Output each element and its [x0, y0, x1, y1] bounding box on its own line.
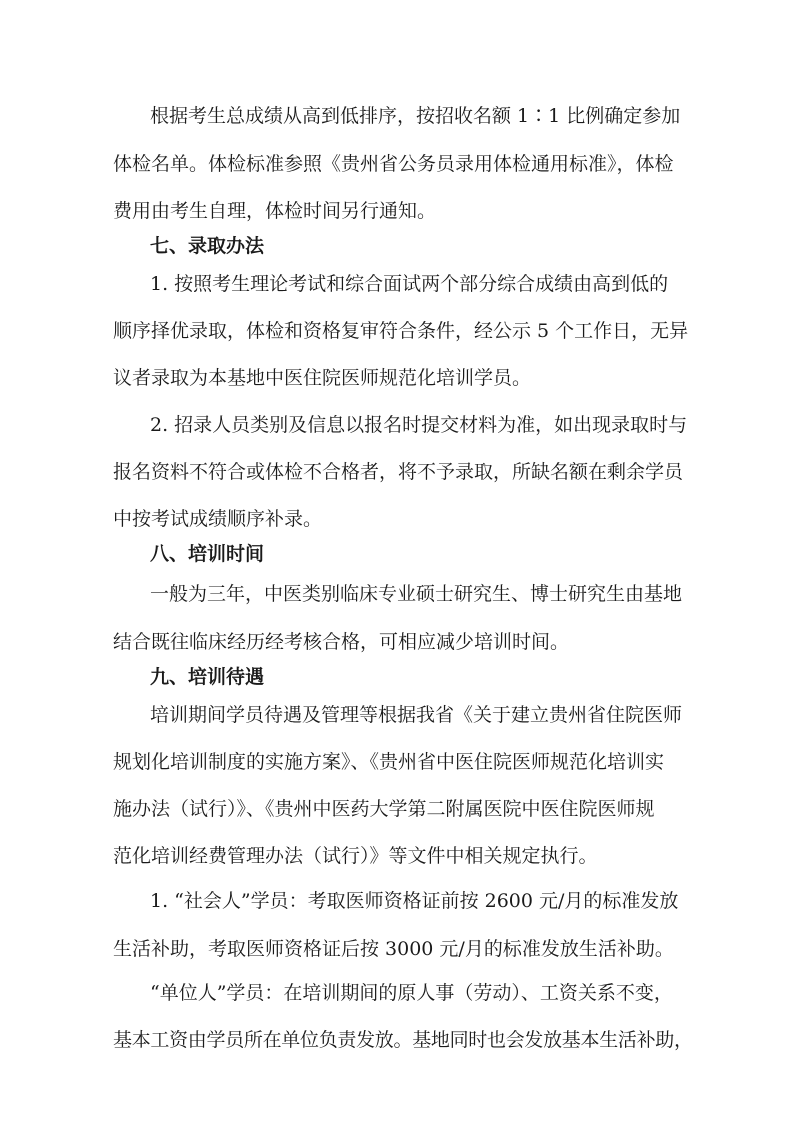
body-line: 1. 按照考生理论考试和综合面试两个部分综合成绩由高到低的	[150, 273, 669, 295]
body-line: 结合既往临床经历经考核合格，可相应减少培训时间。	[113, 631, 570, 653]
body-line: 范化培训经费管理办法（试行）》等文件中相关规定执行。	[113, 845, 598, 867]
body-line: 施办法（试行）》、《贵州中医药大学第二附属医院中医住院医师规	[113, 798, 655, 820]
section-heading-admission: 七、录取办法	[150, 235, 265, 257]
section-heading-training-benefits: 九、培训待遇	[150, 666, 265, 688]
body-line: 中按考试成绩顺序补录。	[113, 508, 323, 530]
body-line: 培训期间学员待遇及管理等根据我省《关于建立贵州省住院医师	[150, 704, 683, 726]
body-line: 1. “社会人”学员：考取医师资格证前按 2600 元/月的标准发放	[150, 890, 679, 912]
body-line: 议者录取为本基地中医住院医师规范化培训学员。	[113, 367, 532, 389]
body-line: 规划化培训制度的实施方案》、《贵州省中医住院医师规范化培训实	[113, 751, 665, 773]
body-line: 生活补助，考取医师资格证后按 3000 元/月的标准发放生活补助。	[113, 938, 674, 960]
body-line: 费用由考生自理，体检时间另行通知。	[113, 200, 437, 222]
body-line: 根据考生总成绩从高到低排序，按招收名额 1∶1 比例确定参加	[150, 105, 681, 127]
section-heading-training-time: 八、培训时间	[150, 543, 265, 565]
body-line: 报名资料不符合或体检不合格者，将不予录取，所缺名额在剩余学员	[113, 461, 684, 483]
body-line: 一般为三年，中医类别临床专业硕士研究生、博士研究生由基地	[150, 583, 683, 605]
body-line: 体检名单。体检标准参照《贵州省公务员录用体检通用标准》，体检	[113, 153, 674, 175]
body-line: 顺序择优录取，体检和资格复审符合条件，经公示 5 个工作日，无异	[113, 320, 689, 342]
body-line: 2. 招录人员类别及信息以报名时提交材料为准，如出现录取时与	[150, 414, 688, 436]
body-line: 基本工资由学员所在单位负责发放。基地同时也会发放基本生活补助，	[113, 1029, 693, 1051]
body-line: “单位人”学员：在培训期间的原人事（劳动）、工资关系不变，	[150, 982, 673, 1004]
